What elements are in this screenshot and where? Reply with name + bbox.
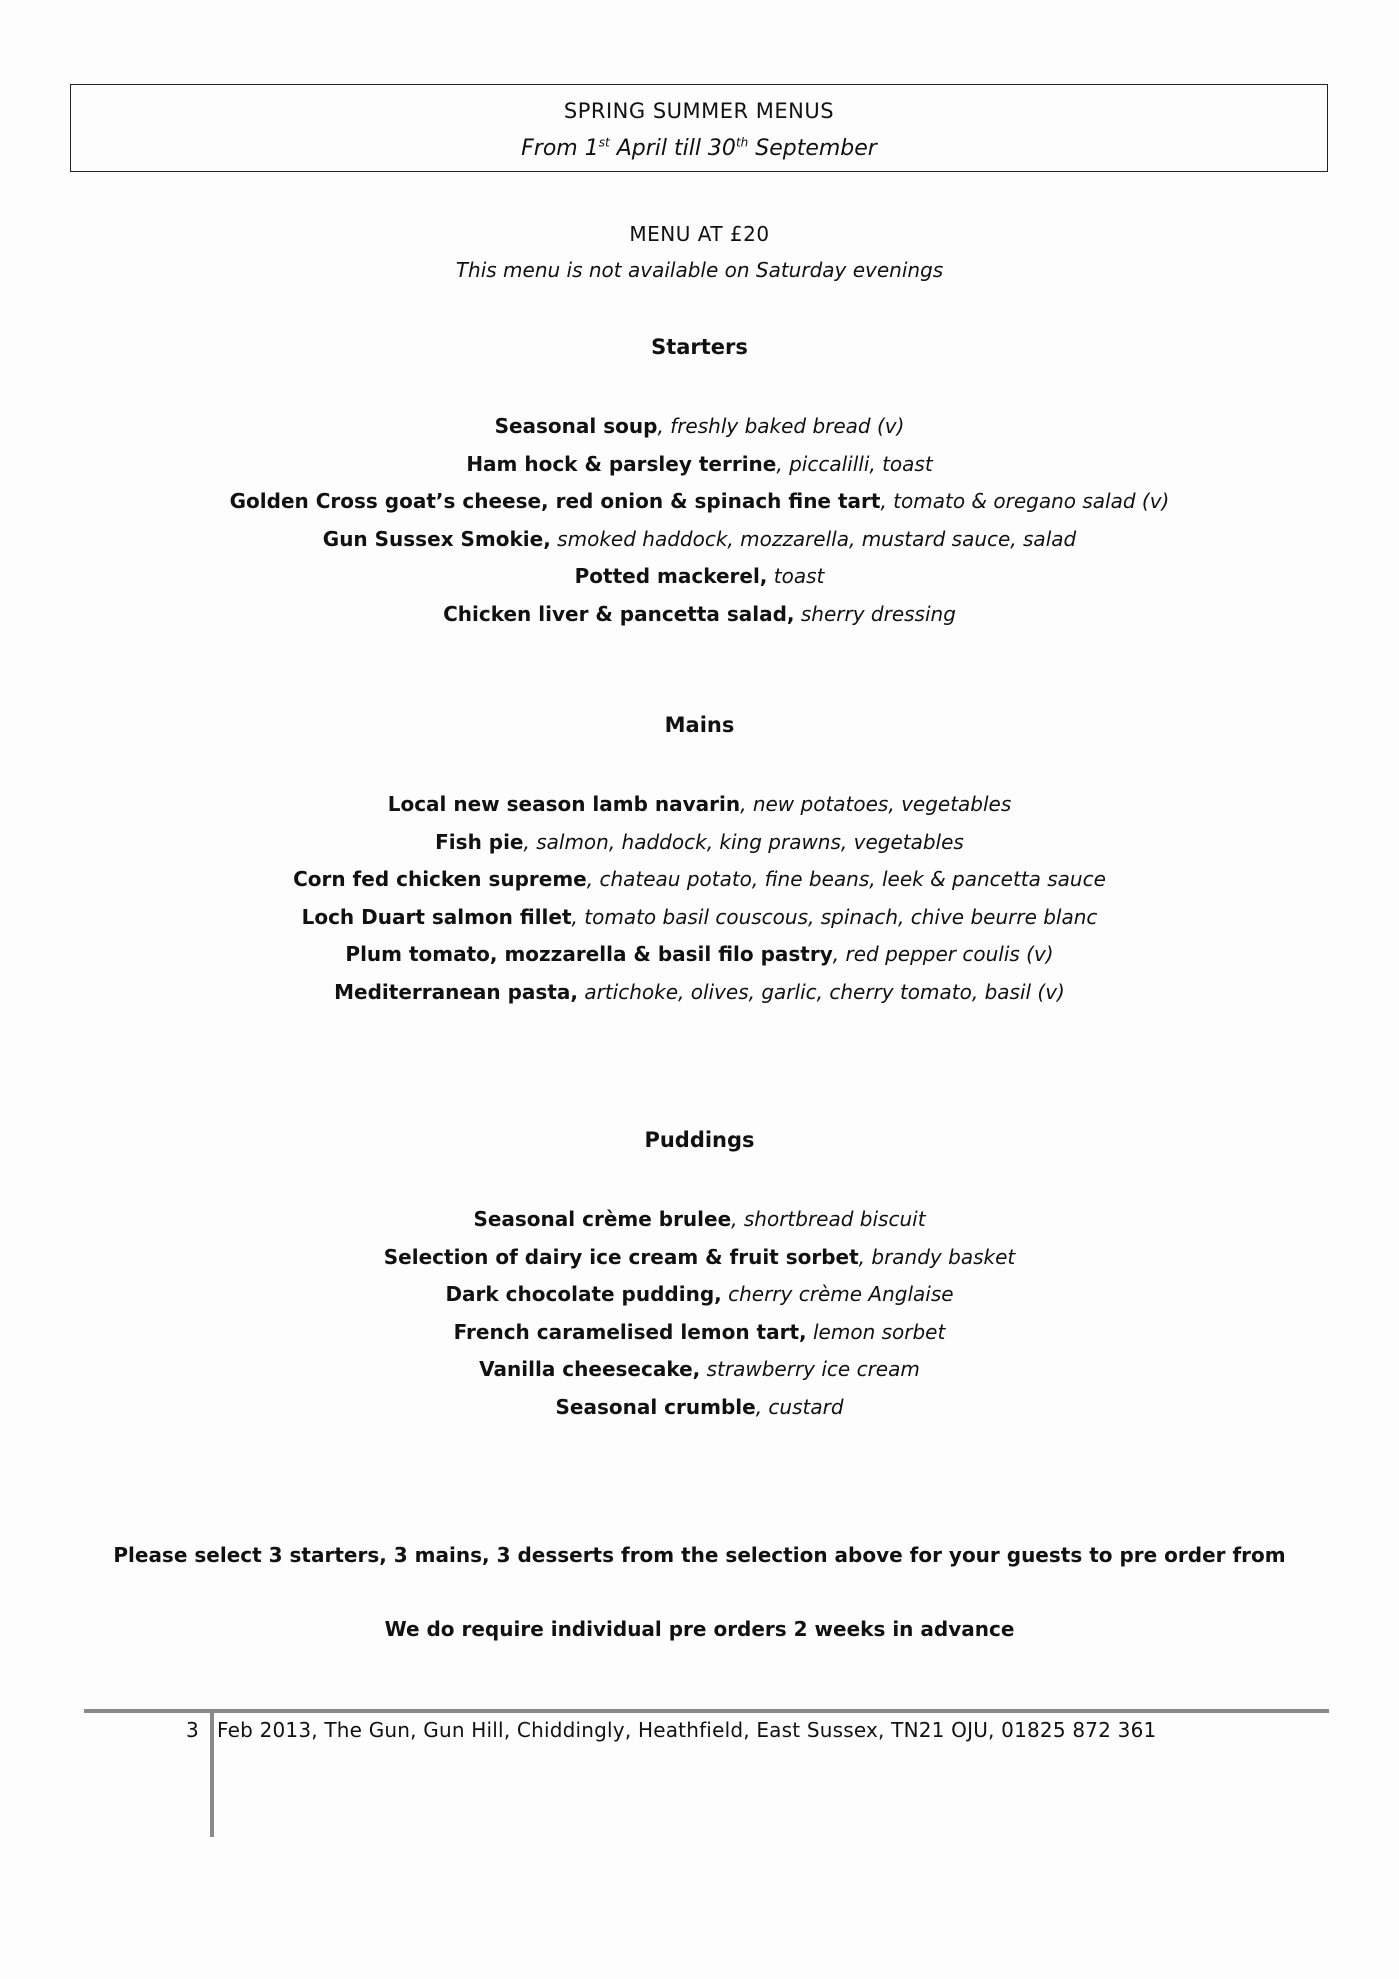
- puddings-list: [0, 1201, 1399, 1426]
- list-item: Selection of dairy ice cream & fruit sorbet, brandy basket: [383, 1244, 1016, 1269]
- list-item: Fish pie, salmon, haddock, king prawns, vegetables: [435, 829, 964, 854]
- list-item: Mediterranean pasta, artichoke, olives, garlic, cherry tomato, basil (v): [334, 979, 1065, 1004]
- footer-address: Feb 2013, The Gun, Gun Hill, Chiddingly, Heathfield, East Sussex, TN21 OJU, 01825 872 361: [217, 1718, 1157, 1742]
- list-item: French caramelised lemon tart, lemon sorbet: [453, 1319, 946, 1344]
- page-number: 3: [186, 1718, 199, 1742]
- list-item: Corn fed chicken supreme, chateau potato, fine beans, leek & pancetta sauce: [293, 867, 1106, 891]
- list-item: Ham hock & parsley terrine, piccalilli, toast: [466, 451, 933, 476]
- footer-divider: [84, 1709, 1329, 1713]
- list-item: Dark chocolate pudding, cherry crème Anglaise: [445, 1282, 954, 1306]
- mains-list: [0, 786, 1399, 1011]
- list-item: Local new season lamb navarin, new potatoes, vegetables: [387, 792, 1012, 816]
- menu-season-title: SPRING SUMMER MENUS: [563, 99, 835, 123]
- puddings-heading: Puddings: [644, 1128, 755, 1152]
- starters-heading: Starters: [651, 335, 748, 359]
- footer-vertical-divider: [210, 1713, 214, 1837]
- preorder-note: We do require individual pre orders 2 weeks in advance: [384, 1617, 1015, 1641]
- list-item: Potted mackerel, toast: [574, 564, 825, 588]
- list-item: Loch Duart salmon fillet, tomato basil couscous, spinach, chive beurre blanc: [301, 904, 1098, 929]
- list-item: Plum tomato, mozzarella & basil filo pastry, red pepper coulis (v): [345, 942, 1054, 966]
- list-item: Seasonal crumble, custard: [555, 1394, 844, 1419]
- list-item: Gun Sussex Smokie, smoked haddock, mozzarella, mustard sauce, salad: [322, 526, 1077, 551]
- list-item: Golden Cross goat’s cheese, red onion & spinach fine tart, tomato & oregano salad (v): [229, 489, 1170, 513]
- list-item: Vanilla cheesecake, strawberry ice cream: [479, 1357, 920, 1381]
- selection-note: Please select 3 starters, 3 mains, 3 desserts from the selection above for your guests to pre order from: [113, 1543, 1286, 1567]
- menu-availability-note: This menu is not available on Saturday evenings: [455, 258, 944, 282]
- menu-season-dates: From 1st April till 30th September: [521, 135, 877, 161]
- starters-list: [0, 408, 1399, 633]
- list-item: Seasonal crème brulee, shortbread biscuit: [473, 1207, 926, 1231]
- menu-price-title: MENU AT £20: [629, 222, 770, 246]
- list-item: Seasonal soup, freshly baked bread (v): [494, 414, 905, 438]
- title-box: [70, 84, 1328, 172]
- mains-heading: Mains: [664, 713, 735, 737]
- list-item: Chicken liver & pancetta salad, sherry dressing: [443, 601, 956, 626]
